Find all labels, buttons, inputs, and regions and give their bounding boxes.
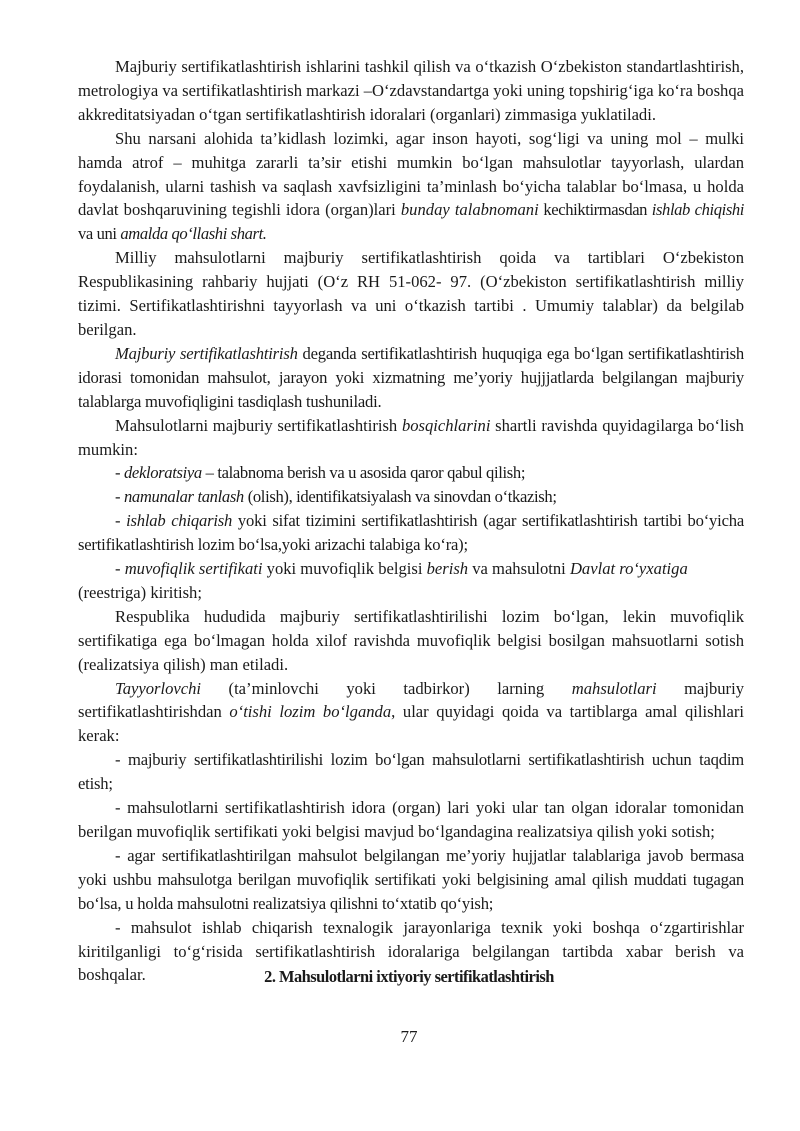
list-item: - mahsulotlarni sertifikatlashtirish idora (organ) lari yoki ular tan olgan idoralar tomonidan berilgan muvofiqlik sertifikati yoki belgisi mavjud bo‘lgandagina realizatsiya qilish yoki sotish; [78,798,744,841]
italic-text: mahsulotlari [571,678,657,698]
paragraph [78,414,744,462]
bullet-dash: - [115,559,125,579]
text-run: majburiy sertifikatlashtirishdan [78,678,744,722]
italic-text: o‘tishi lozim bo‘lganda [229,702,392,722]
text-run: Mahsulotlarni majburiy sertifikatlashtirish [115,415,402,435]
paragraph [78,677,744,749]
text-run: shartli ravishda quyidagilarga bo‘lish mumkin: [78,415,744,459]
italic-text: dekloratsiya [123,463,202,483]
text-run: va uni [78,224,121,244]
text-run: Shu narsani alohida ta’kidlash lozimki, agar inson hayoti, sog‘ligi va uning mol – mulki hamda atrof – muhitga zararli ta’sir etishi mumkin bo‘lgan mahsulotlar tayyorlash, ulardan foydalanish, ularni tashish va saqlash xavfsizligini ta’minlash bo‘yicha talablar bo‘lmasa, u holda davlat boshqaruvining tegishli idora (organ)lari [78,128,744,220]
italic-text: namunalar tanlash [123,487,244,507]
italic-text: muvofiqlik sertifikati [124,559,263,579]
list-item [78,557,744,605]
page-number: 77 [400,1027,418,1046]
text-run: – talabnoma berish va u asosida qaror qabul qilish; [201,463,526,483]
list-item: - majburiy sertifikatlashtirilishi lozim bo‘lgan mahsulotlarni sertifikatlashtirish uchun taqdim etish; [78,750,744,794]
list-item [78,485,744,509]
italic-text: amalda qo‘llashi shart. [120,224,267,244]
document-body [78,55,744,987]
text-run: (olish), identifikatsiyalash va sinovdan o‘tkazish; [243,487,557,507]
list-item: - mahsulot ishlab chiqarish texnalogik jarayonlariga texnik yoki boshqa o‘zgartirishlar kiritilganligi to‘g‘risida sertifikatlashtirish idoralariga belgilangan tartibda xabar berish va boshqalar. [78,917,744,985]
italic-text: ishlab chiqarish [126,511,233,531]
list-item: - agar sertifikatlashtirilgan mahsulot belgilangan me’yoriy hujjatlar talablariga javob bermasa yoki ushbu mahsulotga berilgan muvofiqlik sertifikati yoki belgisining amal qilish muddati tugagan bo‘lsa, u holda mahsulotni realizatsiya qilishni to‘xtatib qo‘yish; [78,845,744,913]
text-run: (ta’minlovchi yoki tadbirkor) larning [201,678,572,698]
text-run: va mahsulotni [468,559,570,579]
italic-text: Davlat ro‘yxatiga [569,559,688,579]
paragraph [78,342,744,414]
section-title: 2. Mahsulotlarni ixtiyoriy sertifikatlashtirish [264,967,554,986]
list-item [78,509,744,557]
bullet-dash: - [115,511,127,531]
paragraph [78,127,744,247]
text-run: deganda sertifikatlashtirish huquqiga ega bo‘lgan sertifikatlashtirish idorasi tomonidan mahsulot, jarayon yoki xizmatning me’yoriy hujjjatlarda belgilangan majburiy talablarga muvofiqligini tasdiqlash tushuniladi. [78,343,744,411]
italic-text: Tayyorlovchi [115,678,202,698]
italic-text: berish [426,559,469,579]
italic-text: Majburiy sertifikatlashtirish [115,343,298,363]
italic-text: bunday talabnomani [400,200,539,220]
italic-text: bosqichlarini [401,415,491,435]
bullet-dash: - [115,463,124,483]
text-run: yoki muvofiqlik belgisi [262,559,427,579]
bullet-dash: - [115,487,124,507]
italic-text: ishlab chiqishi [651,200,744,220]
paragraph: Milliy mahsulotlarni majburiy sertifikatlashtirish qoida va tartiblari O‘zbekiston Respublikasining rahbariy hujjati (O‘z RH 51-062- 97. (O‘zbekiston sertifikatlashtirish milliy tizimi. Sertifikatlashtirishni tayyorlash va uni o‘tkazish tartibi . Umumiy talablar) da belgilab berilgan. [78,248,744,339]
list-item [78,461,744,485]
paragraph: Respublika hududida majburiy sertifikatlashtirilishi lozim bo‘lgan, lekin muvofiqlik sertifikatiga ega bo‘lmagan holda xilof ravishda muvofiqlik belgisi bosilgan mahsuotlarni sotish (realizatsiya qilish) man etiladi. [78,606,744,674]
text-run: , ular quyidagi qoida va tartiblarga amal qilishlari kerak: [78,702,744,746]
text-run: (reestriga) kiritish; [78,582,202,602]
paragraph: Majburiy sertifikatlashtirish ishlarini tashkil qilish va o‘tkazish O‘zbekiston standartlashtirish, metrologiya va sertifikatlashtirish markazi –O‘zdavstandartga yoki uning topshirig‘iga ko‘ra boshqa akkreditatsiyadan o‘tgan sertifikatlashtirish idoralari (organlari) zimmasiga yuklatiladi. [78,57,744,124]
text-run: yoki sifat tizimini sertifikatlashtirish (agar sertifikatlashtirish tartibi bo‘yicha sertifikatlashtirish lozim bo‘lsa,yoki arizachi talabiga ko‘ra); [78,511,744,555]
text-run: kechiktirmasdan [538,200,652,220]
